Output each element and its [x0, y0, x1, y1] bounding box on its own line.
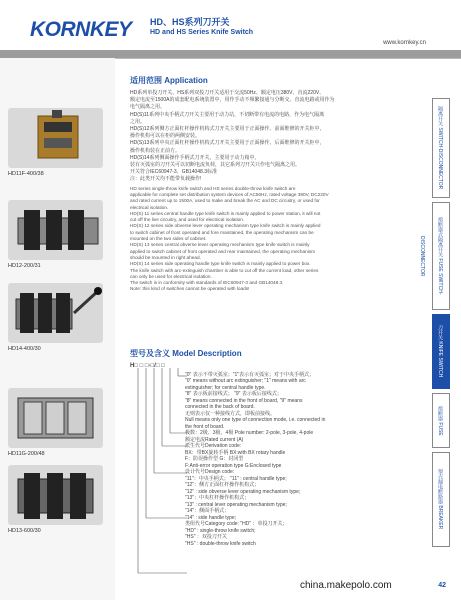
watermark: china.makepolo.com: [300, 580, 392, 591]
application-cn-line: HD(S)12系列侧方正面杠杆操作机构式刀开关主要用于正面操作、前面维修的开关柜中，: [130, 126, 325, 133]
model-leader-lines: [132, 368, 192, 578]
model-heading: 型号及含义 Model Description: [130, 349, 242, 358]
side-tabs: [418, 98, 461, 573]
product-card: [8, 200, 108, 269]
product-image: [8, 108, 103, 168]
application-en-line: The knife switch with arc-extinguish chamber is able to cut off the current load, other series: [130, 267, 319, 273]
application-en-line: and rated current up to 1500A, used to make and break the AC and DC circuitry, or used for: [130, 198, 320, 204]
model-legend-line: "HS" : double-throw knife switch: [185, 540, 256, 547]
product-label: HD11F-400/38: [8, 171, 44, 177]
model-legend-line: 设计代号Design code:: [185, 469, 235, 475]
application-heading: 适用范围 Application: [130, 76, 208, 85]
model-legend-line: "14" : side handle type;: [185, 514, 237, 521]
product-card: [8, 283, 108, 352]
application-en-line: to switch cabinet of front operated and fore maintained, the operating mechanism can be: [130, 229, 314, 235]
model-legend-line: "0" means without arc extinguisher; "1" means with arc: [185, 378, 306, 384]
application-en-line: should be mounted in right ahead.: [130, 254, 201, 260]
title-cn: HD、HS系列刀开关: [150, 17, 230, 27]
application-en-line: The switch is in conformity with standards of IEC60947-3 and GB14048.3.: [130, 280, 284, 286]
model-legend-line: "8" 表示板前接线式； "9" 表示板后接线式；: [185, 391, 282, 397]
application-cn-line: HD系列单投刀开关、HS系列双投刀开关适用于交流50Hz、额定电压380V、直流220V、: [130, 90, 325, 96]
application-cn-line: 开关符合IEC60947-3、GB14048.3标准: [130, 169, 217, 176]
application-cn-line: 装有灭弧室的刀开关可以切断电流负荷，其它系列刀开关只作电气隔离之用。: [130, 162, 301, 169]
model-legend-line: Null means only one type of connection mode, i.e. connected in: [185, 417, 326, 423]
model-legend-line: connected in the back of board.: [185, 404, 255, 410]
application-en-line: Note: this kind of switches cannot be operated with loads!: [130, 286, 250, 292]
application-cn-line: 额定电流至1500A的成套配电系统装置中，用作手动不频繁接通与分断交、直流电路或用作为: [130, 97, 335, 104]
side-tab[interactable]: 隔离开关 SWITCH-DISCONNECTOR: [432, 98, 450, 198]
application-cn-line: 电气隔离之用。: [130, 104, 166, 111]
application-en-line: can only be used for electrical isolation.: [130, 273, 212, 279]
model-legend-line: "13"：中央杠杆操作机构式；: [185, 495, 250, 501]
model-legend-line: F：防误操作型 G：封闭型: [185, 456, 244, 462]
brand-logo: KORNKEY: [30, 18, 132, 41]
model-legend-line: F:Anti-error operation type G:Enclosed type: [185, 462, 282, 469]
model-section: [130, 348, 415, 547]
application-cn-line: HD(S)11系列中央手柄式刀开关主要用于动力站，不切断带有电流的电路，作为电气隔离: [130, 111, 325, 118]
website-url[interactable]: www.kornkey.cn: [383, 40, 426, 46]
side-tab[interactable]: 熔断器 FUSE: [432, 393, 450, 448]
product-label: HD14-400/30: [8, 346, 41, 352]
application-en-line: applicable for complete set distribution system devices of AC50Hz, rated voltage 380V, DC220V: [130, 191, 329, 197]
application-en-line: HD(S) 13 series central obverse lever operating mechanism type knife switch is mainly: [130, 242, 310, 248]
product-image: [8, 465, 103, 525]
page-number: 42: [438, 582, 446, 589]
product-image: [8, 283, 103, 343]
model-legend-line: "8" means connected in the front of board, "9" means: [185, 397, 303, 404]
header: [0, 0, 461, 55]
product-label: HD11G-200/48: [8, 451, 45, 457]
application-en-line: HD series single-throw knife switch and HS series double-throw knife switch are: [130, 185, 296, 191]
model-legend-line: "0" 表示不带灭弧室；"1"表示有灭弧室；对于中央手柄式；: [185, 371, 315, 378]
application-cn-line: 注：此类开关均不能带负载操作!: [130, 176, 202, 183]
application-en-line: mounted on the two sides of cabinet.: [130, 236, 207, 242]
header-bar: [0, 50, 461, 58]
divider: [115, 58, 461, 59]
model-legend-line: extinguisher; for central handle type.: [185, 384, 266, 391]
model-legend-line: "HD" : single-throw knife switch;: [185, 527, 256, 534]
application-en-line: applied to switch cabinet of front operated and rear maintained, the operating mechanism: [130, 248, 316, 254]
application-cn-line: 之用。: [130, 118, 146, 125]
application-cn-line: HD(S)14系列侧面操作手柄式刀开关，主要用于动力箱中。: [130, 154, 260, 161]
model-legend-line: 派生代号Derivation code:: [185, 443, 242, 449]
product-card: [8, 465, 108, 534]
model-legend-line: 无则表示仅一种接线方式，即板前接线。: [185, 410, 276, 417]
application-en-line: HD(S) 12 series side obverse lever operating mechanism type knife switch is mainly applied: [130, 223, 321, 229]
application-en-line: HD(S) 11 series central handle type knife switch is mainly applied to power station, it will not: [130, 210, 321, 216]
model-code: H□ □ □-□/□ □: [130, 363, 165, 369]
application-en-line: cut off the live circuitry, and used for electrical isolation.: [130, 217, 245, 223]
application-cn-line: HD(S)13系列中央正面杠杆操作机构式刀开关主要用于正面操作、后面维修的开关柜中，: [130, 140, 325, 147]
model-legend-line: the front of board.: [185, 423, 225, 430]
model-legend-line: "12" : side obverse lever operating mechanism type;: [185, 488, 301, 495]
product-label: HD12-200/31: [8, 263, 41, 269]
model-legend-line: "14"：侧面手柄式；: [185, 508, 230, 514]
model-legend: [185, 372, 415, 548]
model-legend-line: BX：带BX旋转手柄 BX:with BX rotary handle: [185, 449, 286, 456]
application-en-line: HD(S) 14 series side operating handle type knife switch is mainly applied to power box.: [130, 261, 311, 267]
application-cn-line: 操作机构可以在柜的两侧安装。: [130, 133, 201, 140]
model-legend-line: "12"：侧方正面杠杆操作机构式；: [185, 482, 260, 488]
product-card: [8, 388, 108, 457]
model-legend-line: "13" : central lever operating mechanism type;: [185, 501, 287, 508]
model-legend-line: 额定电流Rated current (A): [185, 436, 244, 443]
side-tab[interactable]: 塑壳漏电断路器 BREAKER: [432, 452, 450, 547]
product-image: [8, 200, 103, 260]
application-en: [130, 186, 415, 293]
application-cn-line: 操作机构装在正前方。: [130, 147, 181, 154]
header-title: [150, 15, 253, 36]
product-card: [8, 108, 108, 177]
product-image: [8, 388, 103, 448]
application-cn: [130, 90, 415, 184]
model-legend-line: 类组代号Category code: "HD" ：单投刀开关；: [185, 521, 288, 527]
application-section: [130, 75, 415, 293]
title-en: HD and HS Series Knife Switch: [150, 29, 254, 36]
model-legend-line: "HS" ：双投刀开关: [185, 534, 227, 540]
side-tab[interactable]: 熔断器式隔离开关 FUSE SWITCH-DISCONNECTOR: [432, 202, 450, 310]
model-legend-line: "11"：中央手柄式； "11" : central handle type;: [185, 475, 287, 482]
product-label: HD13-600/30: [8, 528, 41, 534]
side-tab-active[interactable]: 刀开关 KNIFE SWITCH: [432, 314, 450, 389]
model-legend-line: 极数：2极、3极、4极 Pole number: 2-pole, 3-pole, 4-pole: [185, 430, 314, 436]
application-en-line: electrical isolation.: [130, 204, 169, 210]
